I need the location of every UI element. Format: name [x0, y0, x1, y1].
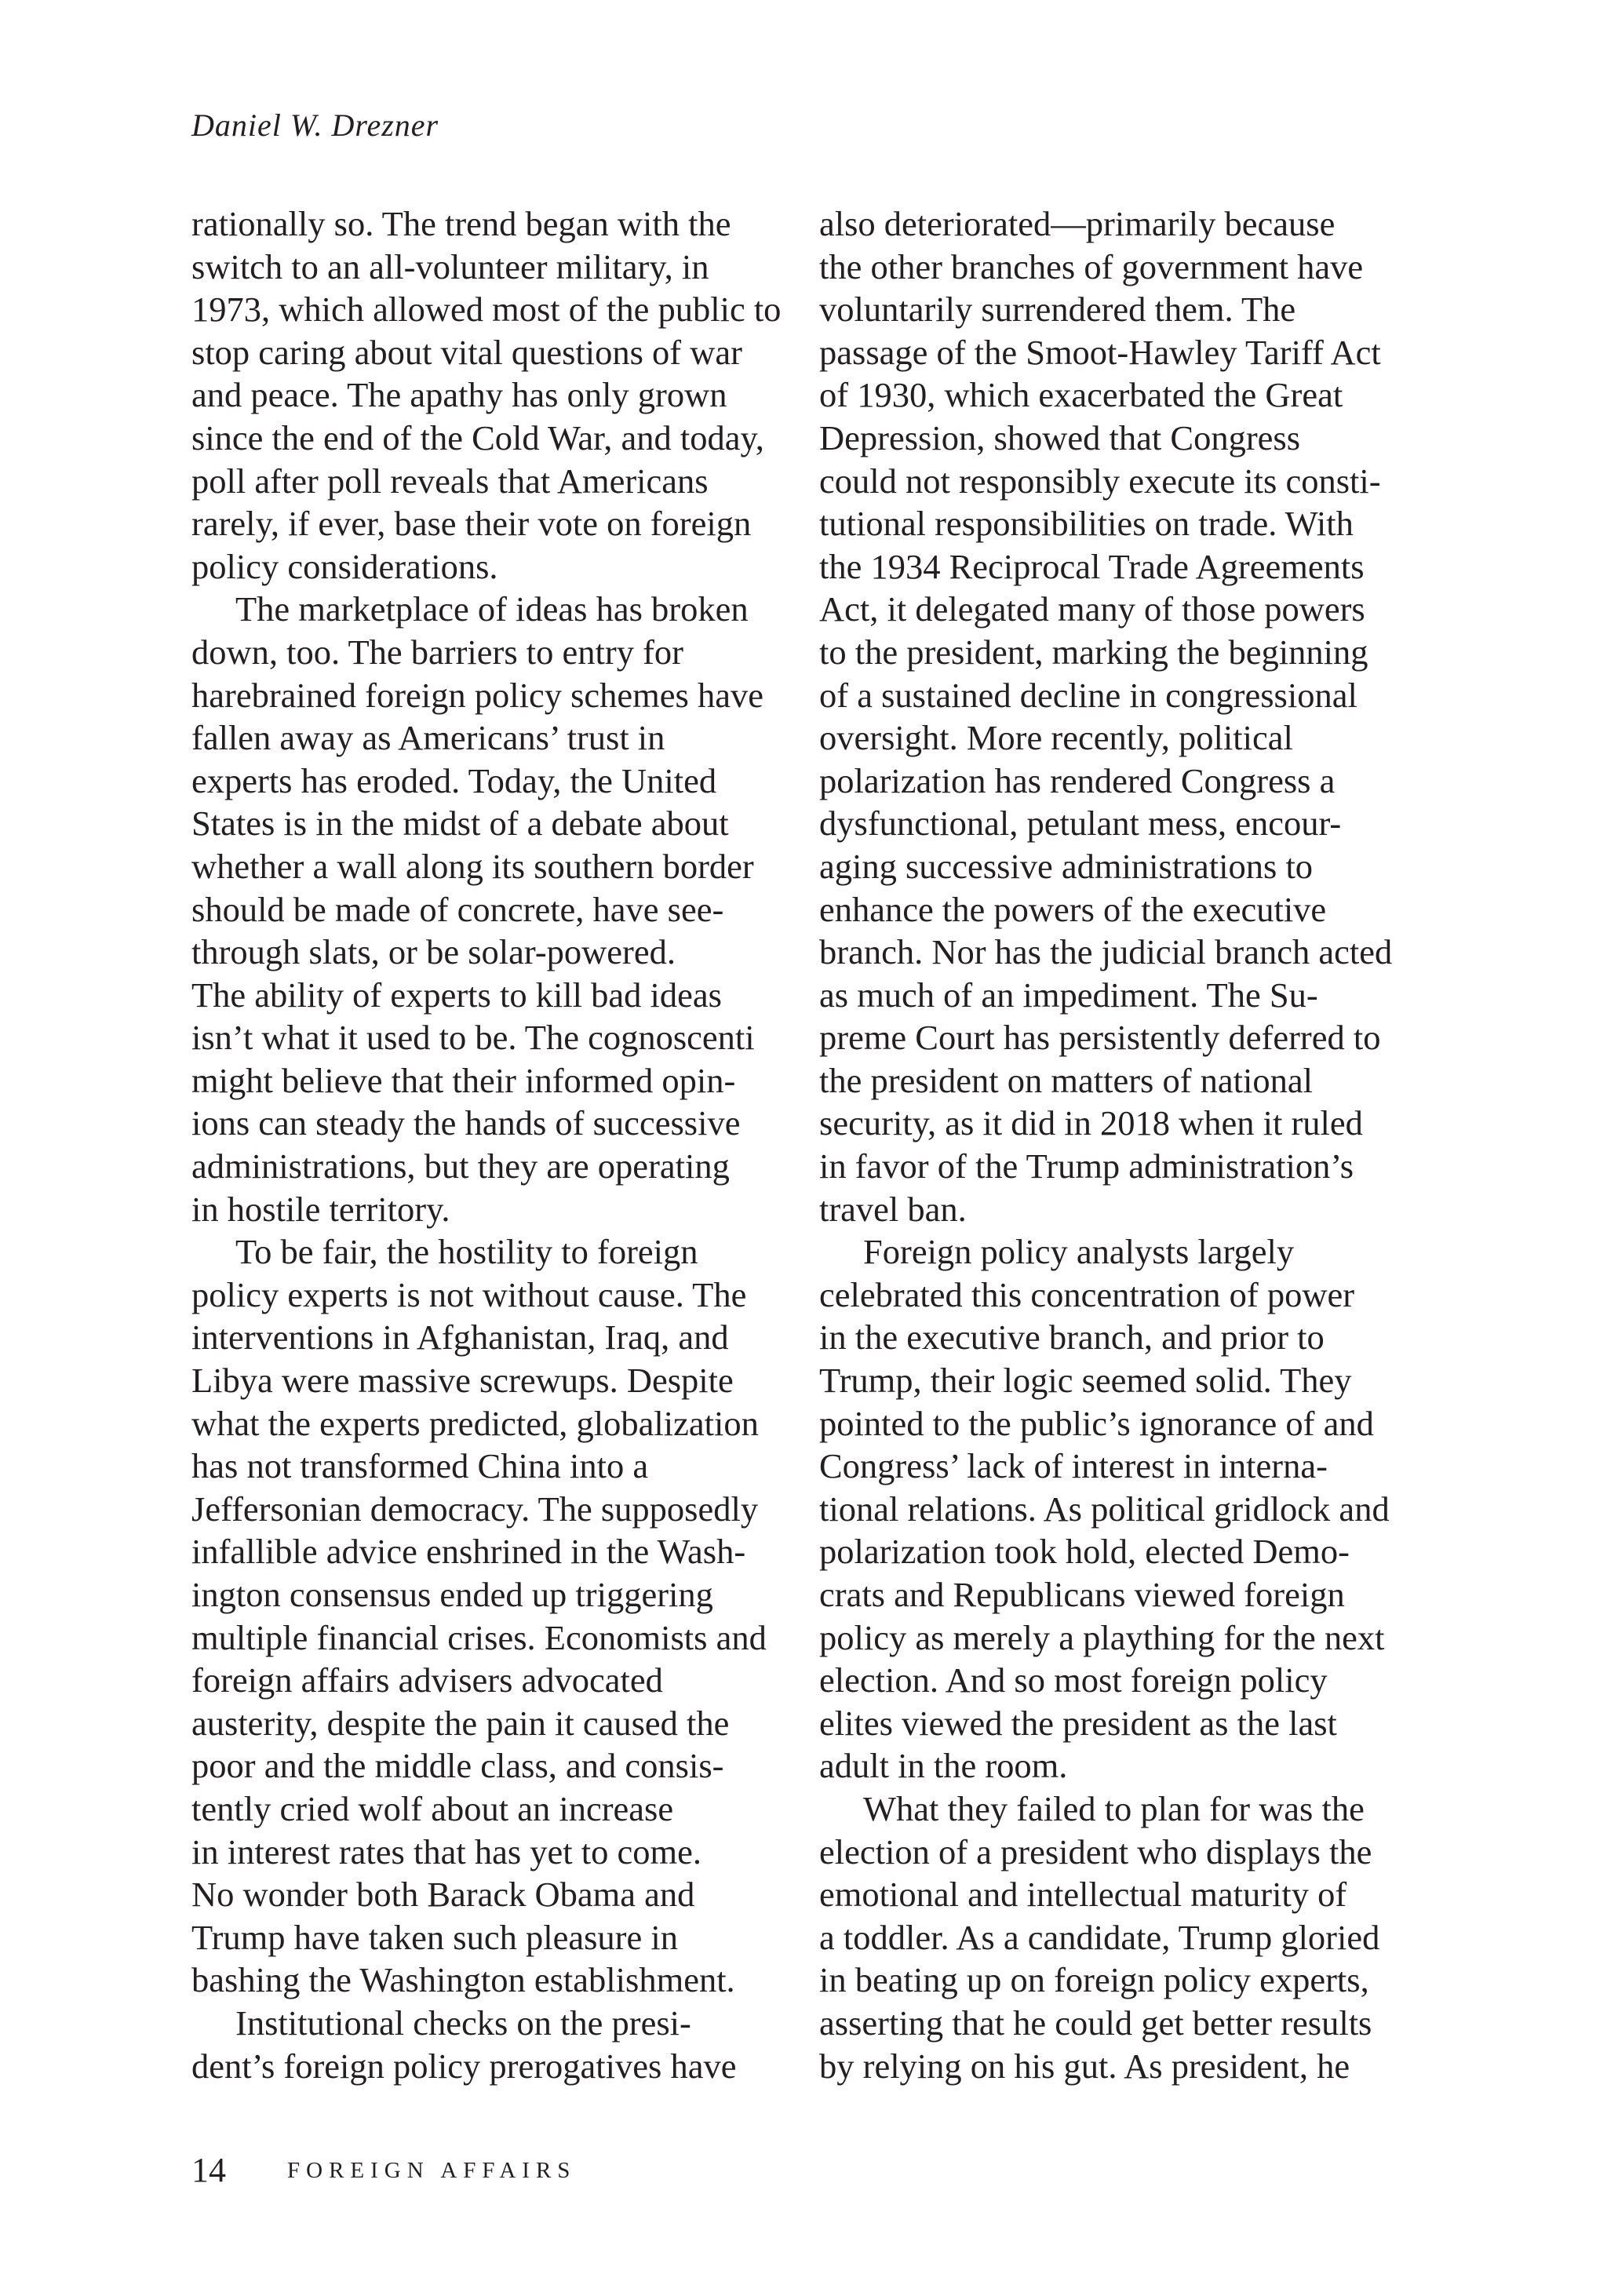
text-line: in hostile territory. [191, 1189, 450, 1229]
text-line: as much of an impediment. The Su- [819, 975, 1318, 1015]
text-line: down, too. The barriers to entry for [191, 632, 683, 672]
text-line: austerity, despite the pain it caused the [191, 1703, 730, 1743]
text-line: Act, it delegated many of those powers [819, 589, 1365, 629]
text-line: harebrained foreign policy schemes have [191, 675, 763, 715]
text-line: polarization took hold, elected Demo- [819, 1532, 1350, 1572]
text-line: 1973, which allowed most of the public to [191, 290, 782, 330]
text-line: policy considerations. [191, 546, 498, 586]
text-line: Congress’ lack of interest in interna- [819, 1446, 1328, 1486]
text-line: bashing the Washington establishment. [191, 1960, 735, 2000]
text-line: elites viewed the president as the last [819, 1703, 1337, 1743]
text-line: fallen away as Americans’ trust in [191, 718, 665, 758]
journal-name: FOREIGN AFFAIRS [287, 2158, 577, 2183]
text-line: of 1930, which exacerbated the Great [819, 375, 1343, 415]
text-line: Libya were massive screwups. Despite [191, 1361, 734, 1401]
text-line: foreign affairs advisers advocated [191, 1660, 663, 1700]
text-line: branch. Nor has the judicial branch acted [819, 932, 1393, 972]
text-line: policy as merely a plaything for the next [819, 1617, 1385, 1657]
text-line: to the president, marking the beginning [819, 632, 1368, 672]
text-line: poll after poll reveals that Americans [191, 461, 709, 501]
text-line: adult in the room. [819, 1746, 1068, 1786]
text-line: has not transformed China into a [191, 1446, 649, 1486]
text-line: voluntarily surrendered them. The [819, 290, 1296, 330]
text-line: the 1934 Reciprocal Trade Agreements [819, 546, 1365, 586]
text-line: rationally so. The trend began with the [191, 204, 731, 243]
text-line: and peace. The apathy has only grown [191, 375, 727, 415]
right-column [819, 202, 1431, 2087]
text-line: dent’s foreign policy prerogatives have [191, 2046, 737, 2086]
text-line: crats and Republicans viewed foreign [819, 1575, 1345, 1614]
text-line: administrations, but they are operating [191, 1146, 730, 1186]
running-head-author: Daniel W. Drezner [191, 108, 439, 143]
text-line: passage of the Smoot-Hawley Tariff Act [819, 332, 1381, 372]
text-line: infallible advice enshrined in the Wash- [191, 1532, 746, 1572]
text-line: tutional responsibilities on trade. With [819, 504, 1354, 544]
text-line: in beating up on foreign policy experts, [819, 1960, 1369, 2000]
paragraph-start-line: Foreign policy analysts largely [863, 1232, 1295, 1272]
text-line: election. And so most foreign policy [819, 1660, 1328, 1700]
text-line: polarization has rendered Congress a [819, 760, 1336, 800]
text-line: The ability of experts to kill bad ideas [191, 975, 722, 1015]
text-line: the other branches of government have [819, 246, 1364, 286]
text-line: in the executive branch, and prior to [819, 1317, 1325, 1358]
text-line: security, as it did in 2018 when it ruled [819, 1103, 1363, 1143]
left-column [191, 202, 804, 2087]
text-line: tently cried wolf about an increase [191, 1788, 674, 1828]
text-line: Depression, showed that Congress [819, 417, 1301, 457]
text-line: a toddler. As a candidate, Trump gloried [819, 1917, 1380, 1957]
text-line: ions can steady the hands of successive [191, 1103, 741, 1143]
text-line: experts has eroded. Today, the United [191, 760, 717, 800]
text-line: pointed to the public’s ignorance of and [819, 1403, 1374, 1443]
paragraph-start-line: To be fair, the hostility to foreign [235, 1232, 698, 1272]
text-line: interventions in Afghanistan, Iraq, and [191, 1317, 729, 1358]
text-line: might believe that their informed opin- [191, 1060, 736, 1100]
text-line: No wonder both Barack Obama and [191, 1875, 695, 1915]
text-line: poor and the middle class, and consis- [191, 1746, 724, 1786]
text-line: in interest rates that has yet to come. [191, 1831, 701, 1871]
text-line: ington consensus ended up triggering [191, 1575, 713, 1614]
text-line: the president on matters of national [819, 1060, 1313, 1100]
text-line: preme Court has persistently deferred to [819, 1018, 1381, 1058]
page-number: 14 [191, 2151, 226, 2189]
text-line: Trump have taken such pleasure in [191, 1917, 678, 1957]
text-line: celebrated this concentration of power [819, 1274, 1355, 1314]
paragraph-start-line: The marketplace of ideas has broken [235, 589, 749, 629]
text-line: could not responsibly execute its consti- [819, 461, 1381, 501]
text-line: through slats, or be solar-powered. [191, 932, 676, 972]
text-line: also deteriorated—primarily because [819, 204, 1336, 243]
text-line: switch to an all-volunteer military, in [191, 246, 709, 286]
text-line: Jeffersonian democracy. The supposedly [191, 1489, 759, 1529]
text-line: States is in the midst of a debate about [191, 804, 729, 844]
text-line: stop caring about vital questions of war [191, 332, 742, 372]
text-line: dysfunctional, petulant mess, encour- [819, 804, 1342, 844]
text-line: tional relations. As political gridlock and [819, 1489, 1390, 1529]
text-line: enhance the powers of the executive [819, 889, 1327, 929]
text-line: since the end of the Cold War, and today, [191, 417, 764, 457]
paragraph-start-line: Institutional checks on the presi- [235, 2003, 691, 2043]
text-line: in favor of the Trump administration’s [819, 1146, 1354, 1186]
text-line: by relying on his gut. As president, he [819, 2046, 1350, 2086]
text-line: whether a wall along its southern border [191, 846, 754, 886]
text-line: asserting that he could get better results [819, 2003, 1372, 2043]
text-line: emotional and intellectual maturity of [819, 1875, 1347, 1915]
text-line: isn’t what it used to be. The cognoscenti [191, 1018, 755, 1058]
text-line: of a sustained decline in congressional [819, 675, 1357, 715]
text-line: travel ban. [819, 1189, 967, 1229]
text-line: multiple financial crises. Economists and [191, 1617, 767, 1657]
text-line: aging successive administrations to [819, 846, 1314, 886]
paragraph-start-line: What they failed to plan for was the [863, 1788, 1365, 1828]
text-line: should be made of concrete, have see- [191, 889, 724, 929]
text-line: what the experts predicted, globalization [191, 1403, 759, 1443]
text-line: election of a president who displays the [819, 1831, 1372, 1871]
text-line: oversight. More recently, political [819, 718, 1293, 758]
text-line: rarely, if ever, base their vote on foreign [191, 504, 752, 544]
text-line: policy experts is not without cause. The [191, 1274, 747, 1314]
text-line: Trump, their logic seemed solid. They [819, 1361, 1352, 1401]
